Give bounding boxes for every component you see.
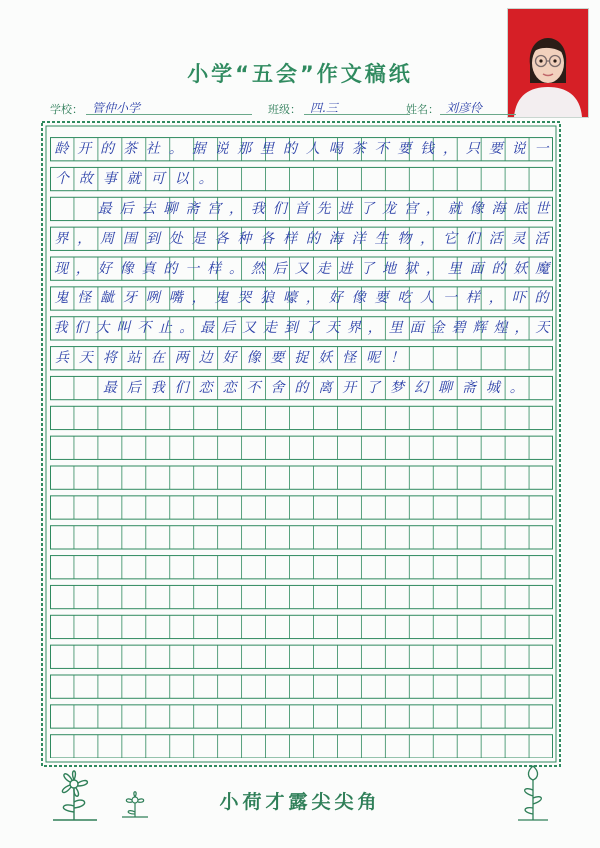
essay-char: 咧 [145, 290, 160, 307]
essay-char: 像 [469, 200, 484, 217]
flower-small-icon [118, 790, 152, 820]
essay-char: 舍 [270, 380, 285, 397]
essay-char: 各 [214, 230, 229, 247]
essay-char: 们 [465, 230, 480, 247]
essay-char: 要 [270, 350, 285, 367]
essay-char: 里 [388, 320, 403, 337]
essay-char: 又 [242, 320, 257, 337]
essay-char: 首 [294, 200, 309, 217]
essay-char: 不 [246, 380, 261, 397]
essay-char: 一 [443, 290, 458, 307]
essay-char: 的 [100, 141, 115, 158]
essay-char: 像 [351, 290, 366, 307]
essay-char: 止 [158, 320, 173, 337]
essay-char: 像 [246, 350, 261, 367]
essay-char: 样 [465, 290, 480, 307]
class-label: 班级： [268, 103, 301, 116]
essay-char: 要 [397, 141, 412, 158]
page-title: 小学“五会”作文稿纸 [187, 62, 413, 86]
essay-line [50, 286, 553, 310]
essay-char: ， [75, 260, 90, 277]
essay-char: 社 [145, 141, 160, 158]
essay-char: 样 [207, 260, 222, 277]
essay-char [50, 376, 74, 400]
essay-char: 妖 [318, 350, 333, 367]
essay-char: 的 [305, 230, 320, 247]
essay-char: 了 [304, 320, 319, 337]
essay-char: 哭 [237, 290, 252, 307]
essay-char: 周 [100, 230, 115, 247]
essay-char: 吃 [397, 290, 412, 307]
essay-char: ， [420, 230, 435, 247]
essay-char: ， [514, 320, 529, 337]
essay-char: 站 [126, 350, 141, 367]
essay-char: 好 [222, 350, 237, 367]
essay-char: ， [367, 320, 382, 337]
essay-char [72, 197, 94, 221]
essay-char: 捉 [294, 350, 309, 367]
name-field[interactable]: 刘彦伶 [440, 99, 516, 115]
essay-char: 处 [168, 230, 183, 247]
essay-char: 鬼 [214, 290, 229, 307]
essay-char: 人 [420, 290, 435, 307]
essay-char: 恋 [222, 380, 237, 397]
essay-char: 真 [141, 260, 156, 277]
essay-char: 兵 [54, 350, 69, 367]
essay-char: 煌 [493, 320, 508, 337]
essay-char: 鬼 [54, 290, 69, 307]
essay-char: 一 [185, 260, 200, 277]
essay-char: 以 [174, 171, 189, 188]
essay-char: 在 [150, 350, 165, 367]
essay-line [50, 137, 553, 161]
essay-char: 去 [141, 200, 156, 217]
essay-char: 好 [97, 260, 112, 277]
essay-char: 龇 [100, 290, 115, 307]
essay-char: 宫 [403, 200, 418, 217]
essay-char: 了 [360, 260, 375, 277]
essay-char: 茶 [123, 141, 137, 158]
essay-char: 开 [342, 380, 357, 397]
essay-char: 们 [272, 200, 287, 217]
essay-char: 那 [237, 141, 252, 158]
essay-char: 要 [488, 141, 503, 158]
essay-char: 狼 [260, 290, 275, 307]
essay-line [50, 227, 553, 251]
essay-char: 就 [126, 171, 141, 188]
essay-char: 然 [250, 260, 265, 277]
essay-char: 。 [179, 320, 194, 337]
essay-char: 天 [78, 350, 93, 367]
essay-char [74, 376, 98, 400]
essay-char: 茶 [351, 141, 366, 158]
essay-char: 怪 [342, 350, 357, 367]
essay-char: 世 [535, 200, 550, 217]
essay-char: 后 [126, 380, 141, 397]
student-info-row [50, 100, 505, 118]
essay-char: 斋 [461, 380, 476, 397]
essay-char: ， [228, 200, 243, 217]
essay-char: 说 [214, 141, 229, 158]
essay-char: 大 [95, 320, 110, 337]
essay-char: 地 [382, 260, 397, 277]
essay-char: 进 [338, 200, 353, 217]
essay-char: 聊 [163, 200, 178, 217]
essay-char: 。 [198, 171, 213, 188]
essay-char: 叫 [116, 320, 131, 337]
essay-char: 最 [102, 380, 117, 397]
essay-char: 边 [198, 350, 213, 367]
essay-char: 了 [360, 200, 375, 217]
essay-char: ， [305, 290, 320, 307]
essay-char: 嘴 [168, 290, 183, 307]
essay-char: 现 [53, 260, 68, 277]
essay-char: 进 [338, 260, 353, 277]
essay-char: ， [77, 230, 92, 247]
essay-char: 我 [53, 320, 68, 337]
essay-char: 可 [150, 171, 165, 188]
school-field[interactable]: 管仲小学 [86, 99, 252, 115]
essay-char: 怪 [77, 290, 92, 307]
essay-char [50, 197, 72, 221]
essay-char: 聊 [437, 380, 452, 397]
essay-char: 像 [119, 260, 134, 277]
essay-line [50, 257, 553, 281]
essay-char: 们 [74, 320, 89, 337]
essay-char: 我 [250, 200, 265, 217]
essay-char: 妖 [513, 260, 528, 277]
essay-char: 不 [137, 320, 152, 337]
essay-line [50, 346, 553, 370]
essay-char: 里 [260, 141, 275, 158]
student-photo [507, 8, 589, 118]
flower-left-icon [45, 762, 103, 824]
essay-char: 只 [465, 141, 480, 158]
essay-char: 最 [200, 320, 215, 337]
essay-char: 天 [535, 320, 550, 337]
essay-char: 洋 [351, 230, 366, 247]
essay-char: 后 [272, 260, 287, 277]
essay-char: 。 [228, 260, 243, 277]
essay-line [50, 197, 553, 221]
essay-char: 面 [469, 260, 484, 277]
essay-char: 。 [168, 141, 183, 158]
essay-char: 幻 [414, 380, 429, 397]
essay-char: 故 [78, 171, 93, 188]
essay-char: ， [425, 260, 440, 277]
essay-char: 龙 [382, 200, 397, 217]
school-label: 学校： [50, 103, 83, 116]
writing-grid [50, 131, 553, 758]
essay-char: 宫 [207, 200, 222, 217]
essay-char: 它 [443, 230, 458, 247]
essay-char: 生 [374, 230, 389, 247]
essay-char: 将 [102, 350, 117, 367]
essay-char: ， [191, 290, 206, 307]
essay-char: 要 [374, 290, 389, 307]
essay-char: 的 [283, 141, 298, 158]
essay-char: 个 [54, 171, 69, 188]
footer-motto: 小荷才露尖尖角 [219, 791, 381, 813]
essay-line [50, 376, 553, 400]
essay-char: 不 [374, 141, 389, 158]
essay-char: 底 [513, 200, 528, 217]
essay-text [50, 131, 553, 758]
essay-char: 魔 [535, 260, 550, 277]
essay-char: 喝 [328, 141, 343, 158]
essay-char: 到 [283, 320, 298, 337]
essay-char: 样 [283, 230, 298, 247]
essay-char: 的 [163, 260, 178, 277]
essay-char: 就 [447, 200, 462, 217]
essay-char: 据 [191, 141, 206, 158]
name-label: 姓名： [406, 103, 439, 116]
class-field[interactable]: 四.三 [304, 99, 410, 115]
essay-char: 嚎 [283, 290, 298, 307]
essay-char: 的 [491, 260, 506, 277]
essay-char: 碧 [451, 320, 466, 337]
essay-char: 一 [534, 141, 549, 158]
essay-char: 后 [221, 320, 236, 337]
essay-char: 事 [102, 171, 117, 188]
essay-char: 后 [119, 200, 134, 217]
essay-char: 走 [316, 260, 331, 277]
essay-char: 围 [123, 230, 137, 247]
essay-char: 呢 [366, 350, 381, 367]
essay-char: 界 [346, 320, 361, 337]
essay-char: ， [425, 200, 440, 217]
essay-char: 钱 [420, 141, 435, 158]
essay-char: 城 [485, 380, 500, 397]
essay-char: 灵 [511, 230, 526, 247]
essay-char: 是 [191, 230, 206, 247]
essay-char: 天 [325, 320, 340, 337]
essay-char: 金 [430, 320, 445, 337]
essay-char: 开 [77, 141, 92, 158]
essay-char: 界 [54, 230, 69, 247]
essay-char: 恋 [198, 380, 213, 397]
essay-char: 到 [145, 230, 160, 247]
essay-char: 斋 [185, 200, 200, 217]
essay-char: ， [488, 290, 503, 307]
essay-char: 辉 [472, 320, 487, 337]
essay-char: ， [443, 141, 458, 158]
essay-char: 活 [488, 230, 503, 247]
essay-char: 海 [328, 230, 343, 247]
essay-char: 。 [509, 380, 524, 397]
essay-char: 先 [316, 200, 331, 217]
essay-char: 最 [97, 200, 112, 217]
essay-char: 们 [174, 380, 189, 397]
essay-char: ！ [390, 350, 405, 367]
essay-char: 离 [318, 380, 333, 397]
essay-char: 走 [263, 320, 277, 337]
essay-char: 活 [534, 230, 549, 247]
essay-char: 又 [294, 260, 309, 277]
essay-line [50, 167, 553, 191]
essay-char: 各 [260, 230, 275, 247]
essay-char: 好 [328, 290, 343, 307]
essay-char: 两 [174, 350, 189, 367]
flower-right-icon [512, 762, 554, 824]
essay-char: 的 [294, 380, 309, 397]
essay-char: 梦 [390, 380, 405, 397]
essay-char: 海 [491, 200, 506, 217]
essay-char: 我 [150, 380, 165, 397]
essay-char: 人 [305, 141, 320, 158]
essay-char: 龄 [54, 141, 69, 158]
essay-char: 种 [237, 230, 252, 247]
essay-char: 面 [409, 320, 424, 337]
essay-char: 里 [447, 260, 462, 277]
essay-char: 狱 [403, 260, 418, 277]
essay-char: 吓 [511, 290, 526, 307]
essay-char: 牙 [123, 290, 137, 307]
essay-char: 的 [534, 290, 549, 307]
essay-char: 了 [366, 380, 381, 397]
essay-line [50, 316, 553, 340]
essay-char: 物 [397, 230, 412, 247]
essay-char: 说 [511, 141, 526, 158]
